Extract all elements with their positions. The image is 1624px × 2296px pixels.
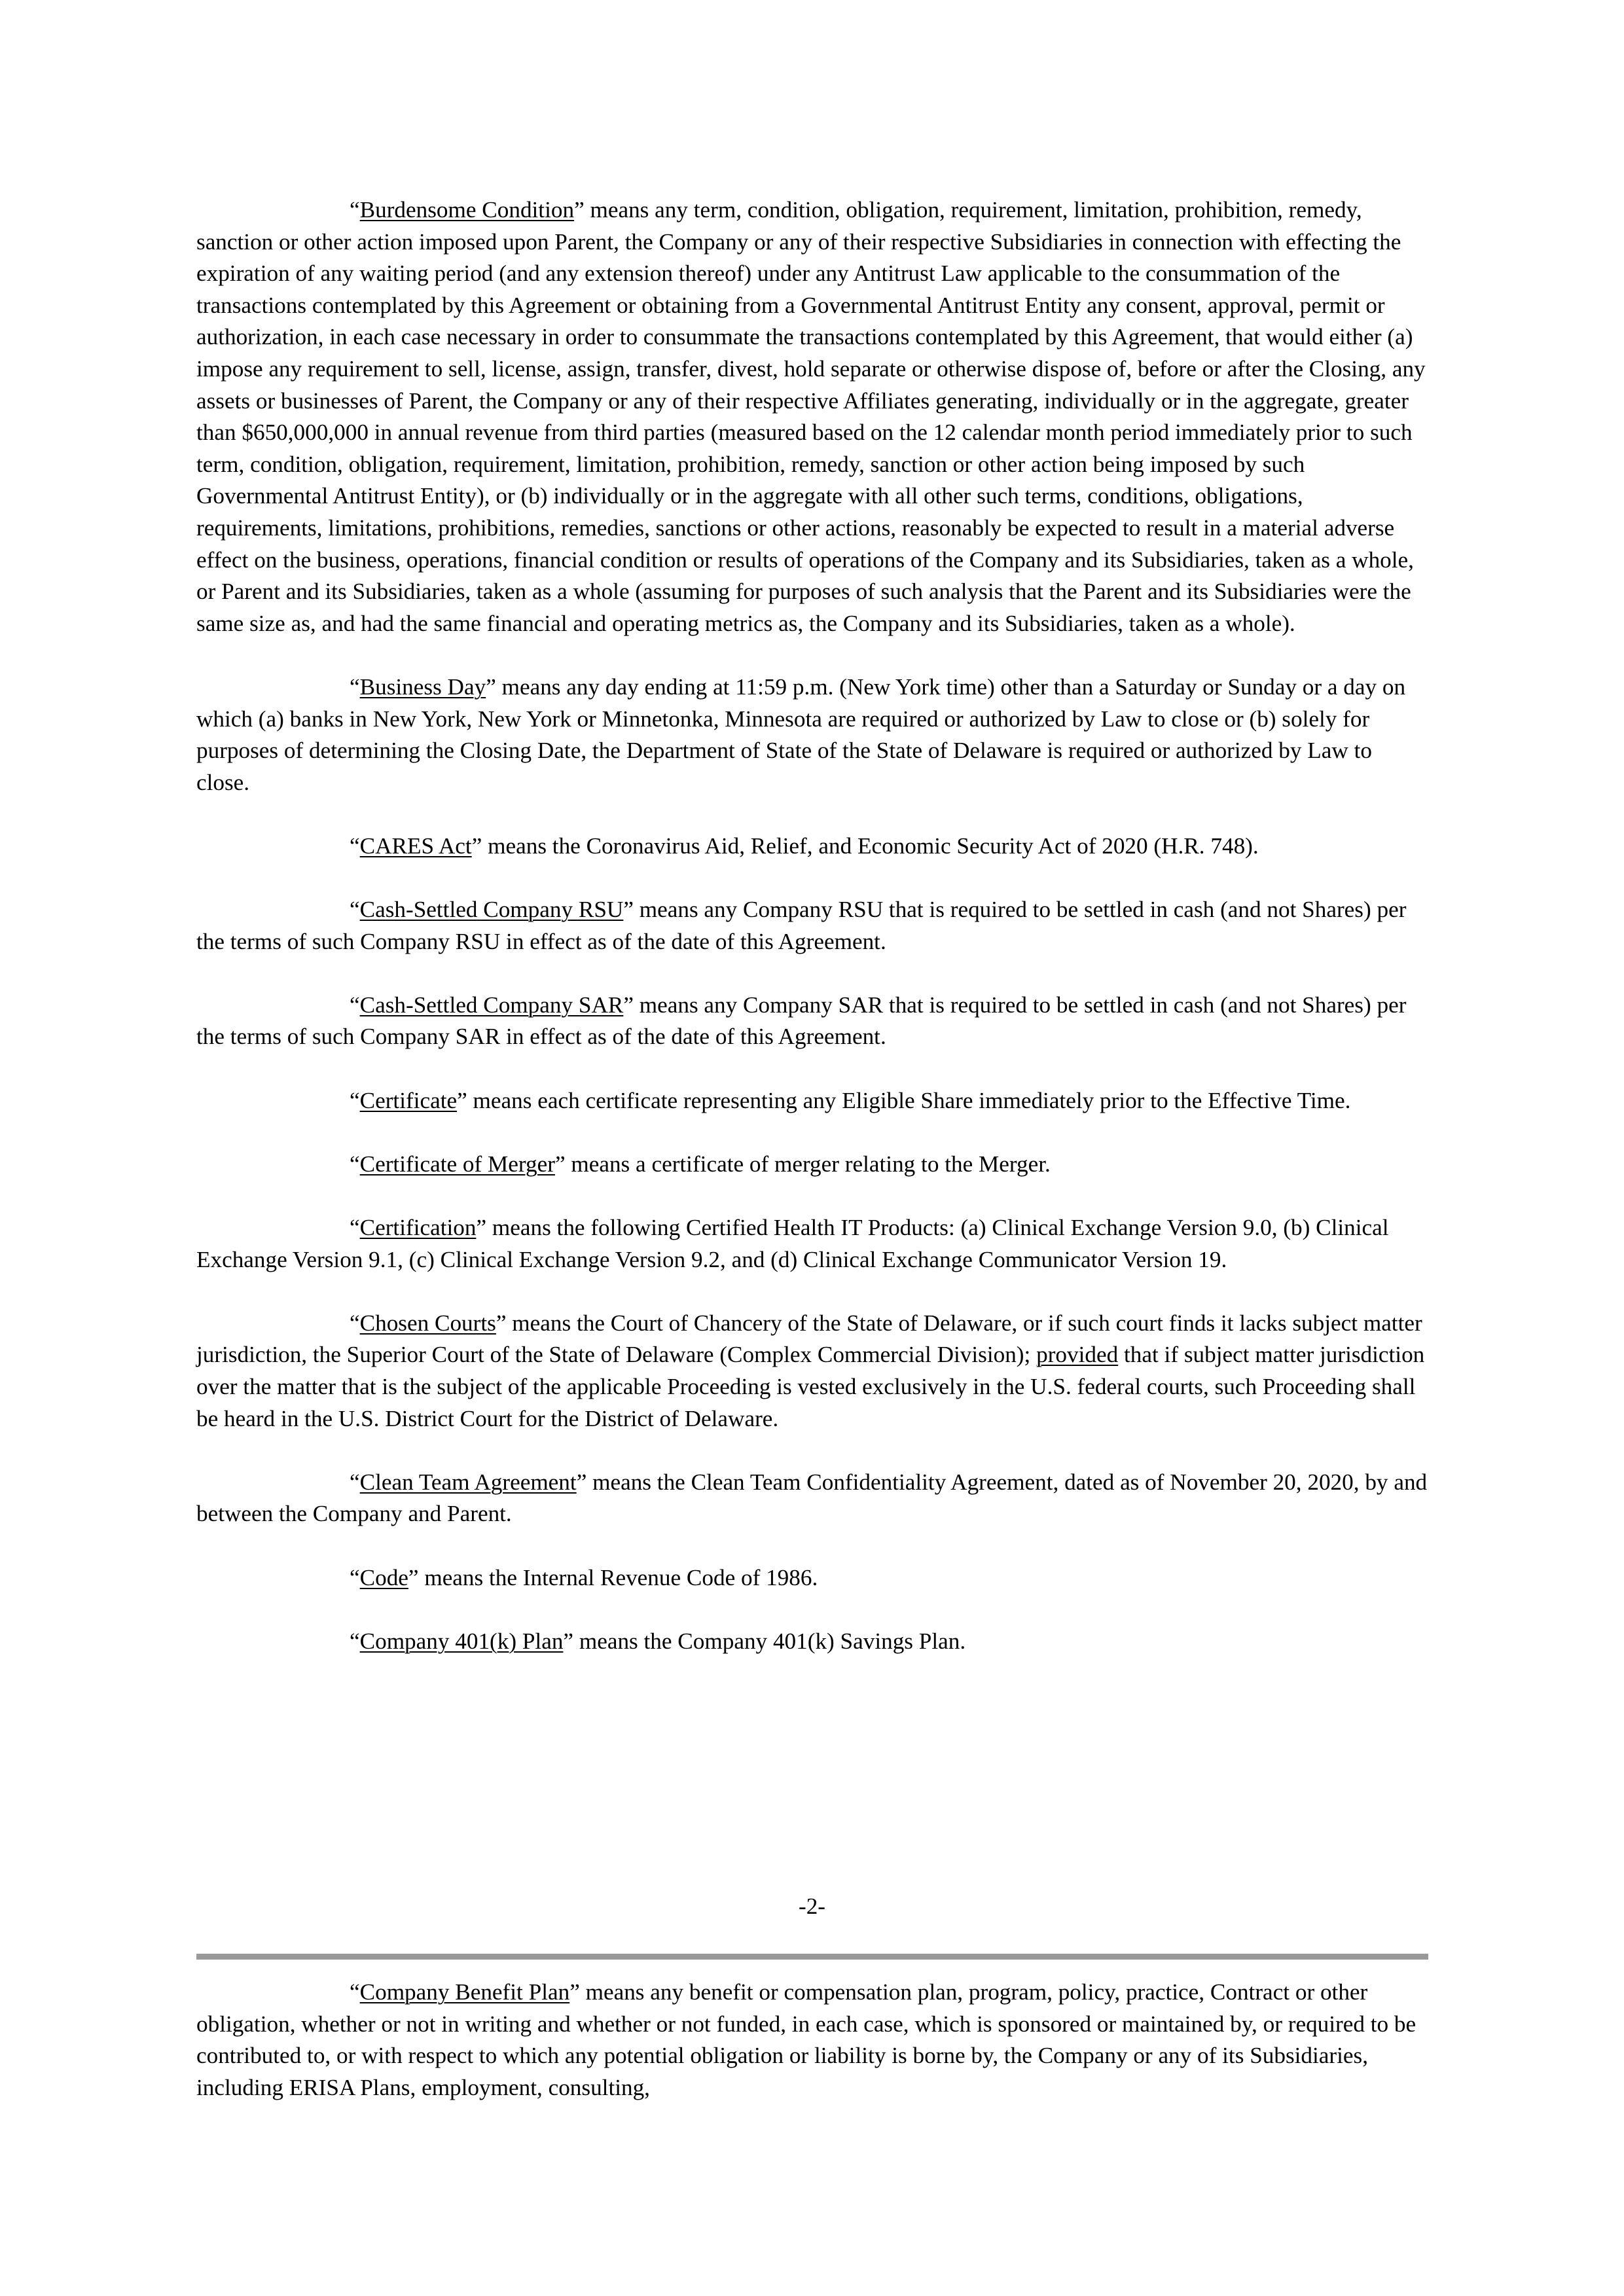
defined-term: Certification <box>359 1215 477 1240</box>
defined-term: CARES Act <box>359 833 472 859</box>
definition-chosen-courts: “Chosen Courts” means the Court of Chancery of the State of Delaware, or if such court finds it lacks subject matter jurisdiction, the Superior Court of the State of Delaware (Complex Commercial Division); provided that if subject matter jurisdiction over the matter that is the subject of the applicable Proceeding is vested exclusively in the U.S. federal courts, such Proceeding shall be heard in the U.S. District Court for the District of Delaware. <box>196 1310 1425 1431</box>
definition-company-401k-plan: “Company 401(k) Plan” means the Company 401(k) Savings Plan. <box>350 1628 966 1654</box>
defined-term: Cash-Settled Company SAR <box>359 992 624 1018</box>
definition-company-benefit-plan: “Company Benefit Plan” means any benefit or compensation plan, program, policy, practice, Contract or other obligation, whether or not in writing and whether or not funded, in each case, which is sponsored or maintained by, or required to be contributed to, or with respect to which any potential obligation or liability is borne by, the Company or any of its Subsidiaries, including ERISA Plans, employment, consulting, <box>196 1979 1416 2100</box>
page-break-divider <box>196 1954 1428 1960</box>
defined-term: Certificate <box>359 1087 458 1113</box>
defined-term: Burdensome Condition <box>359 197 575 223</box>
defined-term: Business Day <box>359 673 486 700</box>
definition-certification: “Certification” means the following Certified Health IT Products: (a) Clinical Exchange Version 9.0, (b) Clinical Exchange Version 9.1, (c) Clinical Exchange Version 9.2, and (d) Clinical Exchange Communicator Version 19. <box>196 1215 1389 1272</box>
defined-term: Chosen Courts <box>359 1310 496 1336</box>
definition-cash-settled-company-rsu: “Cash-Settled Company RSU” means any Company RSU that is required to be settled in cash (and not Shares) per the terms of such Company RSU in effect as of the date of this Agreement. <box>196 897 1407 954</box>
definition-certificate-of-merger: “Certificate of Merger” means a certificate of merger relating to the Merger. <box>350 1151 1051 1177</box>
definition-clean-team-agreement: “Clean Team Agreement” means the Clean Team Confidentiality Agreement, dated as of November 20, 2020, by and between the Company and Parent. <box>196 1469 1428 1527</box>
definition-code: “Code” means the Internal Revenue Code of 1986. <box>350 1564 818 1590</box>
page-number: -2- <box>798 1893 826 1919</box>
proviso-term: provided <box>1036 1342 1119 1368</box>
next-page-section <box>196 1977 1428 2104</box>
definition-cash-settled-company-sar: “Cash-Settled Company SAR” means any Company SAR that is required to be settled in cash (and not Shares) per the terms of such Company SAR in effect as of the date of this Agreement. <box>196 992 1407 1050</box>
defined-term: Cash-Settled Company RSU <box>359 897 624 923</box>
defined-term: Company Benefit Plan <box>359 1979 570 2005</box>
definitions-section <box>196 194 1428 1657</box>
definition-business-day: “Business Day” means any day ending at 11:59 p.m. (New York time) other than a Saturday or Sunday or a day on which (a) banks in New York, New York or Minnetonka, Minnesota are required or authorized by Law to close or (b) solely for purposes of determining the Closing Date, the Department of State of the State of Delaware is required or authorized by Law to close. <box>196 673 1406 795</box>
defined-term: Certificate of Merger <box>359 1151 555 1177</box>
defined-term: Clean Team Agreement <box>359 1469 577 1495</box>
definition-burdensome-condition: “Burdensome Condition” means any term, condition, obligation, requirement, limitation, prohibition, remedy, sanction or other action imposed upon Parent, the Company or any of their respective Subsidiaries in connection with effecting the expiration of any waiting period (and any extension thereof) under any Antitrust Law applicable to the consummation of the transactions contemplated by this Agreement or obtaining from a Governmental Antitrust Entity any consent, approval, permit or authorization, in each case necessary in order to consummate the transactions contemplated by this Agreement, that would either (a) impose any requirement to sell, license, assign, transfer, divest, hold separate or otherwise dispose of, before or after the Closing, any assets or businesses of Parent, the Company or any of their respective Affiliates generating, individually or in the aggregate, greater than $650,000,000 in annual revenue from third parties (measured based on the 12 calendar month period immediately prior to such term, condition, obligation, requirement, limitation, prohibition, remedy, sanction or other action being imposed by such Governmental Antitrust Entity), or (b) individually or in the aggregate with all other such terms, conditions, obligations, requirements, limitations, prohibitions, remedies, sanctions or other actions, reasonably be expected to result in a material adverse effect on the business, operations, financial condition or results of operations of the Company and its Subsidiaries, taken as a whole, or Parent and its Subsidiaries, taken as a whole (assuming for purposes of such analysis that the Parent and its Subsidiaries were the same size as, and had the same financial and operating metrics as, the Company and its Subsidiaries, taken as a whole). <box>196 197 1426 636</box>
definition-certificate: “Certificate” means each certificate representing any Eligible Share immediately prior to the Effective Time. <box>350 1087 1351 1113</box>
defined-term: Code <box>359 1564 408 1590</box>
defined-term: Company 401(k) Plan <box>359 1628 564 1654</box>
definition-cares-act: “CARES Act” means the Coronavirus Aid, Relief, and Economic Security Act of 2020 (H.R. 748). <box>350 833 1259 859</box>
